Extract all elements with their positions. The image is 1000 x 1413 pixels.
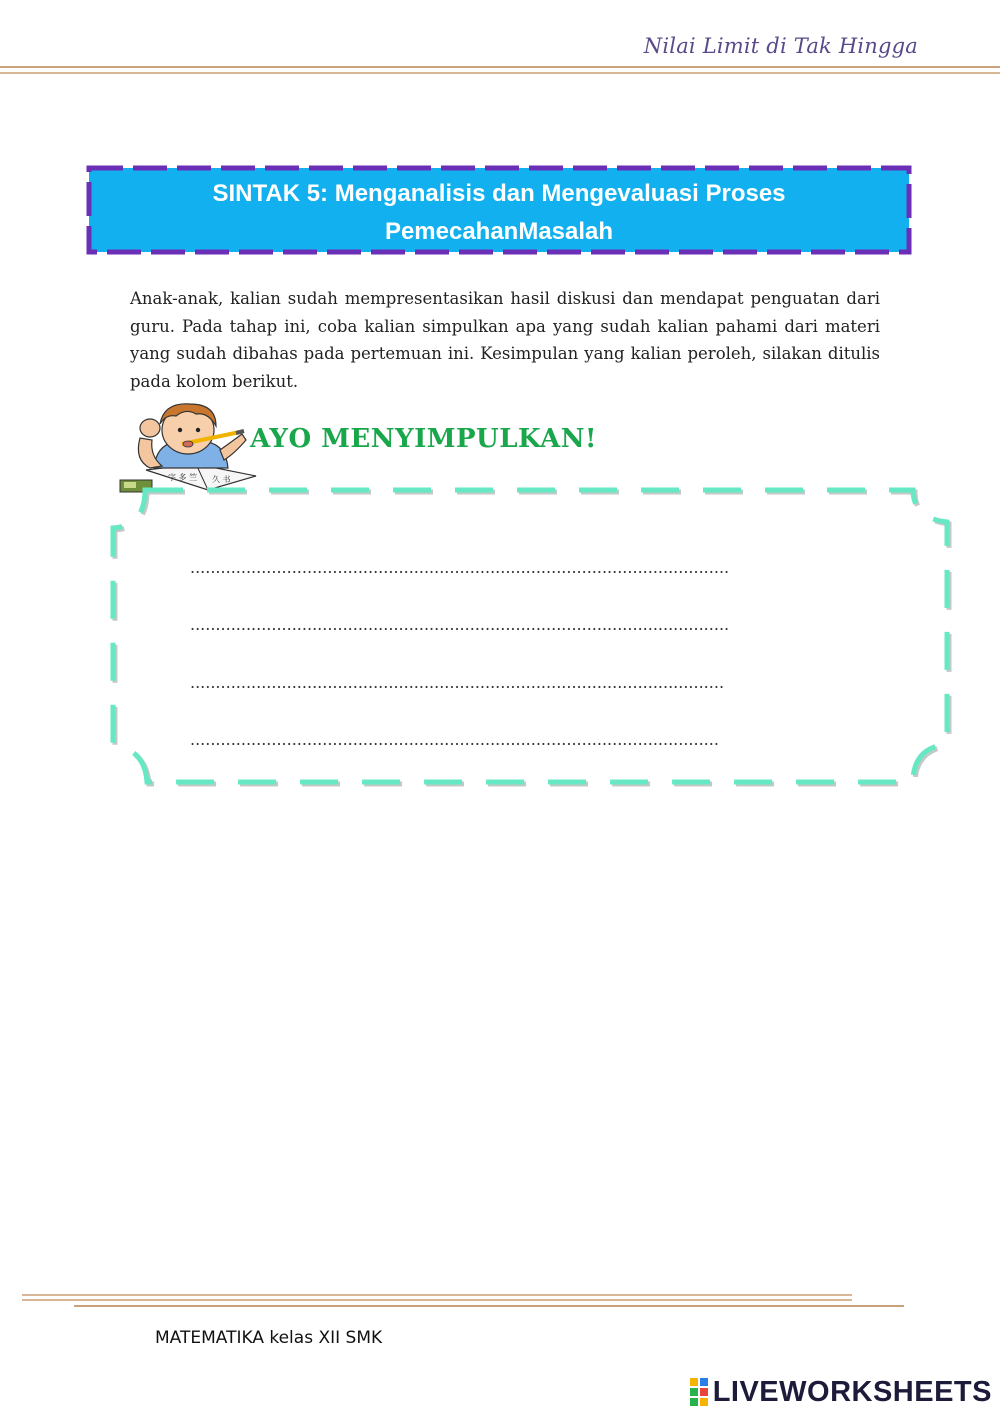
header-rule-top (0, 66, 1000, 68)
liveworksheets-grid-icon (689, 1377, 709, 1407)
ayo-menyimpulkan-heading: AYO MENYIMPULKAN! (250, 424, 597, 454)
svg-text:久 书: 久 书 (212, 475, 231, 484)
svg-text:字 多 竺: 字 多 竺 (168, 473, 198, 482)
footer-subject-label: MATEMATIKA kelas XII SMK (155, 1328, 383, 1348)
sintak-title (86, 175, 912, 251)
liveworksheets-wordmark: LIVEWORKSHEETS (712, 1375, 992, 1408)
footer-rule-mid (22, 1299, 852, 1301)
page-header-title: Nilai Limit di Tak Hingga (643, 34, 918, 58)
sintak-title-line-1: SINTAK 5: Menganalisis dan Mengevaluasi Proses (212, 180, 786, 207)
intro-paragraph: Anak-anak, kalian sudah mempresentasikan hasil diskusi dan mendapat penguatan dari guru. Pada tahap ini, coba kalian simpulkan apa yang sudah kalian pahami dari materi yang sudah dibahas pada pertemuan ini. Kesimpulan yang kalian peroleh, silakan ditulis pada kolom berikut. (130, 289, 880, 391)
answer-line[interactable]: .......................................................................................................... (190, 558, 730, 577)
liveworksheets-logo (689, 1374, 992, 1410)
sintak-title-line-2: PemecahanMasalah (384, 218, 614, 245)
answer-line[interactable]: ........................................................................................................ (190, 730, 719, 749)
answer-line[interactable]: .......................................................................................................... (190, 615, 730, 634)
footer-rule-bottom (74, 1305, 904, 1307)
sintak-banner (86, 165, 912, 255)
header-rule-bottom (0, 72, 1000, 74)
footer-rule-top (22, 1294, 852, 1296)
answer-line[interactable]: ......................................................................................................... (190, 673, 725, 692)
